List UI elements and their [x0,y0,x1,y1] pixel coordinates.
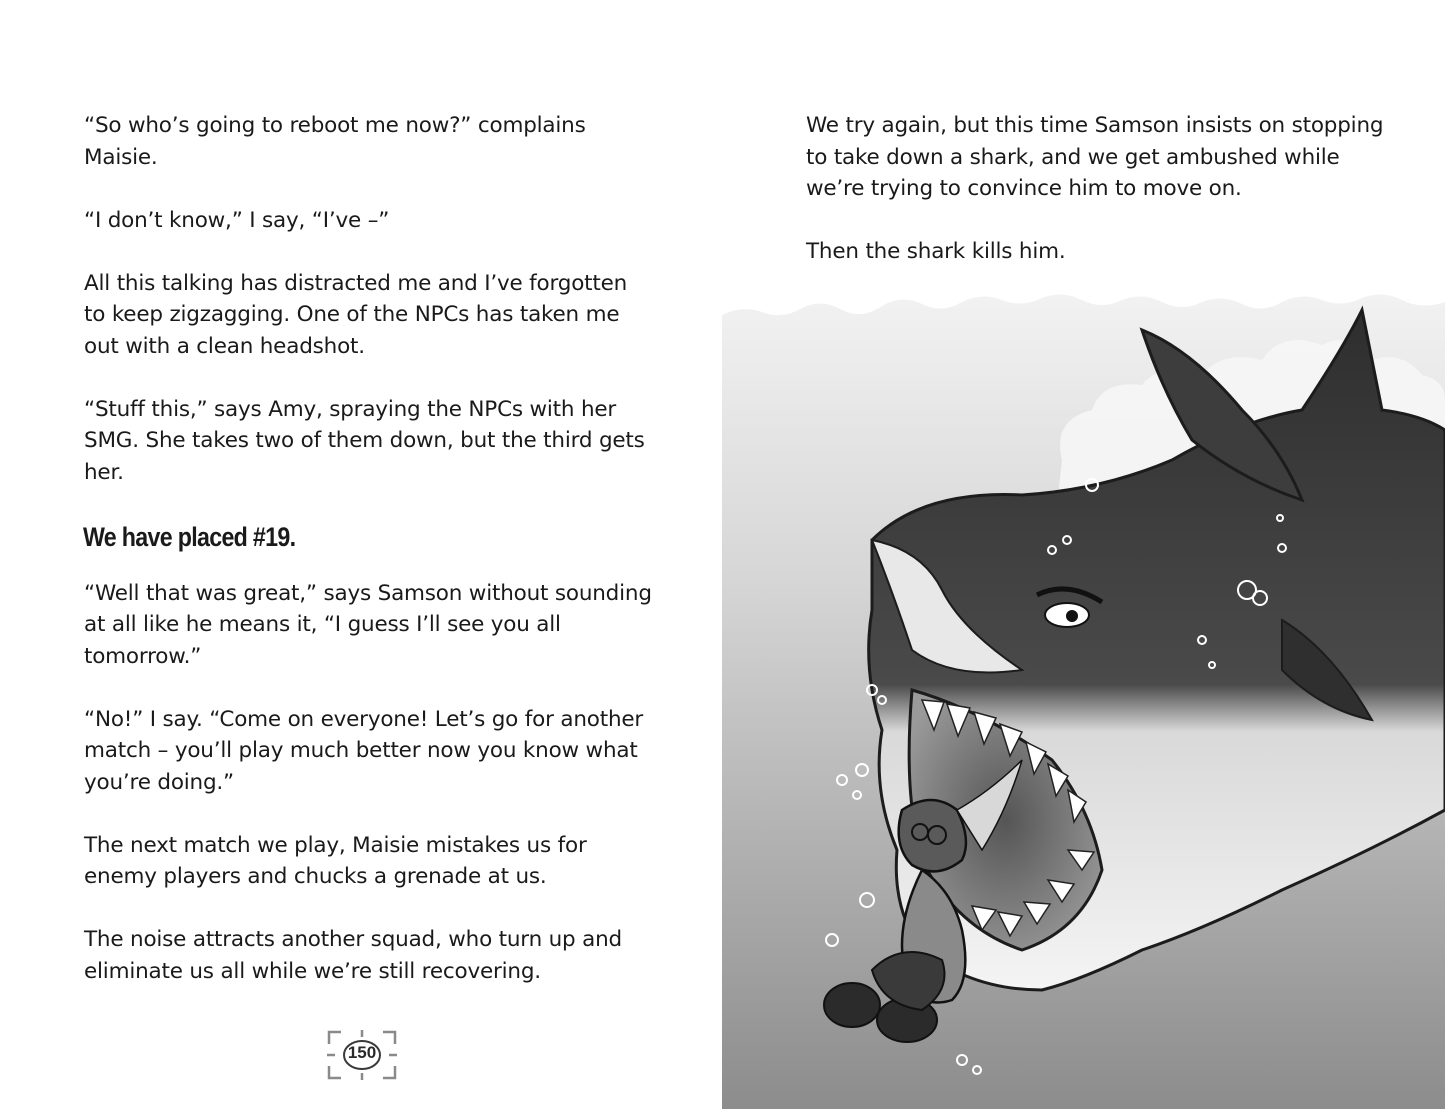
right-page [722,0,1445,1109]
placement-heading: We have placed #19. [83,521,296,552]
paragraph: Then the shark kills him. [806,239,1066,264]
paragraph: “Stuff this,” says Amy, spraying the NPCs with her SMG. She takes two of them down, but the third gets her. [84,396,645,485]
paragraph: “I don’t know,” I say, “I’ve –” [84,207,390,233]
page-number [327,1030,397,1080]
paragraph: “Well that was great,” says Samson without sounding at all like he means it, “I guess I’ll see you all tomorrow.” [84,580,652,669]
right-page-text [806,110,1386,299]
shark-illustration [722,290,1445,1109]
paragraph: “No!” I say. “Come on everyone! Let’s go for another match – you’ll play much better now you know what you’re doing.” [84,706,644,795]
paragraph: We try again, but this time Samson insists on stopping to take down a shark, and we get ambushed while we’re trying to convince him to move on. [806,113,1384,201]
left-page [0,0,722,1109]
paragraph: All this talking has distracted me and I’ve forgotten to keep zigzagging. One of the NPCs has taken me out with a clean headshot. [84,270,628,359]
paragraph: “So who’s going to reboot me now?” complains Maisie. [84,113,586,170]
paragraph: The next match we play, Maisie mistakes us for enemy players and chucks a grenade at us. [84,832,587,889]
left-page-text [84,110,654,1019]
page-number-text: 150 [347,1043,377,1062]
paragraph: The noise attracts another squad, who turn up and eliminate us all while we’re still recovering. [84,927,622,984]
